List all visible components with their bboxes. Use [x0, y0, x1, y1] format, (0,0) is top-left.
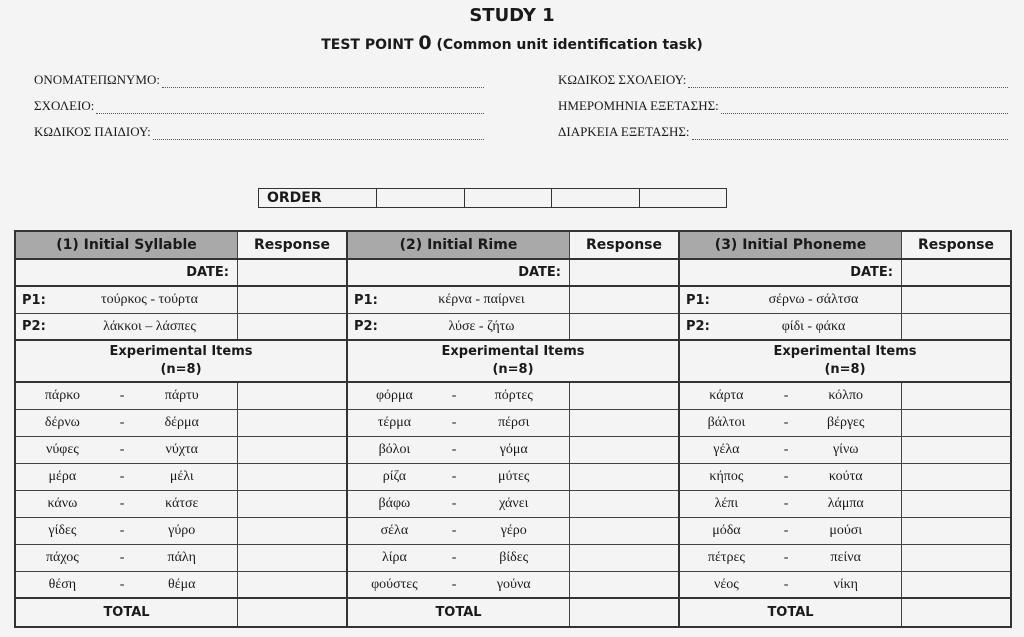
item-word-1: λίρα — [381, 550, 407, 565]
item-row — [680, 410, 1010, 437]
item-dash: - — [451, 550, 457, 565]
item-dash: - — [783, 496, 789, 511]
item-dash: - — [119, 415, 125, 430]
page-title: STUDY 1 — [469, 5, 555, 26]
item-word-2: μέλι — [169, 469, 194, 484]
exam-duration-label: ΔΙΑΡΚΕΙΑ ΕΞΕΤΑΣΗΣ: — [558, 124, 690, 139]
experimental-items-label: Experimental Items — [441, 344, 585, 359]
date-cell[interactable] — [238, 260, 346, 285]
name-field[interactable] — [34, 70, 484, 88]
item-word-2: πόρτες — [494, 388, 533, 403]
item-dash: - — [783, 388, 789, 403]
item-word-2: γούνα — [496, 576, 531, 592]
item-word-2: μύτες — [497, 469, 530, 484]
total-cell[interactable] — [238, 599, 346, 626]
item-word-2: μούσι — [829, 523, 863, 538]
p2-label: P2: — [354, 319, 378, 334]
block-header — [16, 232, 346, 260]
item-dash: - — [451, 469, 457, 484]
item-word-1: τέρμα — [377, 415, 412, 430]
order-cell[interactable] — [640, 189, 727, 207]
item-word-2: γόμα — [499, 442, 528, 457]
item-row — [16, 491, 346, 518]
item-dash: - — [783, 415, 789, 430]
item-word-2: θέμα — [168, 576, 196, 592]
item-dash: - — [783, 442, 789, 457]
experimental-items-header — [16, 341, 346, 383]
item-word-2: κούτα — [828, 469, 863, 484]
response-cell[interactable] — [238, 437, 346, 463]
item-word-1: φόρμα — [375, 388, 413, 403]
experimental-items-header — [680, 341, 1010, 383]
response-cell[interactable] — [570, 287, 678, 313]
item-word-2: βίδες — [499, 550, 529, 565]
date-row — [16, 260, 346, 287]
practice-row — [348, 287, 678, 314]
item-dash: - — [783, 576, 789, 592]
item-row — [16, 464, 346, 491]
item-row — [680, 572, 1010, 599]
date-label: DATE: — [348, 260, 570, 285]
response-cell[interactable] — [570, 572, 678, 597]
practice-row — [680, 287, 1010, 314]
practice-pair: σέρνω - σάλτσα — [768, 292, 859, 307]
response-cell[interactable] — [570, 491, 678, 517]
response-cell[interactable] — [238, 545, 346, 571]
response-cell[interactable] — [570, 410, 678, 436]
item-dash: - — [119, 576, 125, 592]
item-row — [348, 518, 678, 545]
item-word-1: γίδες — [48, 523, 77, 538]
item-word-2: λάμπα — [827, 496, 864, 511]
item-word-1: σέλα — [380, 523, 409, 538]
item-word-1: λέπι — [714, 496, 739, 511]
total-row — [348, 599, 678, 626]
item-dash: - — [119, 469, 125, 484]
school-label: ΣΧΟΛΕΙΟ: — [34, 98, 95, 113]
exam-duration-field[interactable] — [558, 122, 1008, 140]
date-cell[interactable] — [902, 260, 1010, 285]
total-row — [16, 599, 346, 626]
item-word-1: νύφες — [46, 442, 79, 457]
item-row — [16, 518, 346, 545]
p1-label: P1: — [354, 292, 378, 308]
order-label: ORDER — [259, 189, 377, 207]
practice-pair: τούρκος - τούρτα — [100, 292, 198, 307]
item-dash: - — [119, 496, 125, 511]
item-word-1: φούστες — [371, 576, 418, 592]
item-dash: - — [451, 576, 457, 592]
test-point-number: 0 — [418, 32, 432, 54]
practice-row — [680, 314, 1010, 341]
response-cell[interactable] — [238, 464, 346, 490]
response-cell[interactable] — [238, 383, 346, 409]
item-word-1: πέτρες — [707, 550, 745, 565]
item-row — [348, 383, 678, 410]
child-code-label: ΚΩΔΙΚΟΣ ΠΑΙΔΙΟΥ: — [34, 124, 151, 139]
response-cell[interactable] — [902, 437, 1010, 463]
item-row — [680, 383, 1010, 410]
item-row — [680, 518, 1010, 545]
item-count: (n=8) — [492, 362, 534, 377]
order-cell[interactable] — [465, 189, 553, 207]
item-count: (n=8) — [824, 362, 866, 377]
item-word-2: πάλη — [167, 550, 196, 565]
exam-date-field[interactable] — [558, 96, 1008, 114]
order-cell[interactable] — [552, 189, 640, 207]
item-row — [680, 437, 1010, 464]
item-row — [348, 464, 678, 491]
school-field[interactable] — [34, 96, 484, 114]
date-row — [348, 260, 678, 287]
item-word-2: γίνω — [832, 442, 859, 457]
exam-duration-line[interactable] — [692, 125, 1008, 140]
practice-pair: κέρνα - παίρνει — [438, 292, 525, 307]
item-dash: - — [451, 496, 457, 511]
response-cell[interactable] — [570, 314, 678, 339]
child-code-line[interactable] — [153, 125, 484, 140]
response-cell[interactable] — [570, 383, 678, 409]
response-cell[interactable] — [570, 437, 678, 463]
p2-label: P2: — [22, 319, 46, 334]
school-code-field[interactable] — [558, 70, 1008, 88]
item-dash: - — [783, 523, 789, 538]
task-block — [348, 232, 680, 626]
response-cell[interactable] — [570, 545, 678, 571]
item-word-1: κάνω — [47, 496, 78, 511]
item-row — [16, 383, 346, 410]
item-row — [16, 410, 346, 437]
item-dash: - — [119, 388, 125, 403]
response-cell[interactable] — [570, 464, 678, 490]
item-dash: - — [783, 469, 789, 484]
response-cell[interactable] — [902, 518, 1010, 544]
response-cell[interactable] — [238, 314, 346, 339]
item-word-1: πάρκο — [44, 388, 80, 403]
practice-pair: φίδι - φάκα — [781, 318, 846, 334]
item-word-2: γέρο — [500, 523, 527, 538]
page-subtitle — [0, 32, 1024, 54]
date-label: DATE: — [16, 260, 238, 285]
item-word-1: βάφω — [378, 496, 411, 511]
subtitle-suffix: (Common unit identification task) — [431, 37, 703, 53]
item-dash: - — [451, 523, 457, 538]
total-cell[interactable] — [570, 599, 678, 626]
item-word-2: κόλπο — [828, 388, 864, 403]
item-word-2: κάτσε — [165, 496, 199, 511]
task-block — [16, 232, 348, 626]
item-word-1: γέλα — [713, 442, 740, 457]
block-header — [680, 232, 1010, 260]
subtitle-prefix: TEST POINT — [321, 37, 419, 53]
item-dash: - — [119, 442, 125, 457]
exam-date-label: ΗΜΕΡΟΜΗΝΙΑ ΕΞΕΤΑΣΗΣ: — [558, 98, 719, 113]
item-word-2: νύχτα — [165, 442, 198, 457]
item-dash: - — [451, 388, 457, 403]
item-word-2: πάρτυ — [164, 388, 199, 403]
experimental-items-label: Experimental Items — [109, 344, 253, 359]
response-header: Response — [585, 237, 663, 253]
item-dash: - — [451, 442, 457, 457]
name-line[interactable] — [162, 73, 484, 88]
item-word-2: νίκη — [833, 576, 858, 592]
school-code-label: ΚΩΔΙΚΟΣ ΣΧΟΛΕΙΟΥ: — [558, 72, 687, 87]
order-cell[interactable] — [377, 189, 465, 207]
item-word-2: πέρσι — [498, 415, 530, 430]
block-header — [348, 232, 678, 260]
total-label: TOTAL — [348, 599, 570, 626]
item-row — [680, 545, 1010, 572]
item-row — [348, 572, 678, 599]
item-word-2: βέργες — [827, 415, 865, 430]
response-cell[interactable] — [902, 491, 1010, 517]
block-title: (3) Initial Phoneme — [680, 232, 902, 258]
item-word-1: μόδα — [712, 523, 741, 538]
exam-date-line[interactable] — [721, 99, 1008, 114]
item-word-1: κάρτα — [709, 388, 744, 403]
practice-pair: λάκκοι – λάσπες — [103, 318, 196, 334]
item-row — [680, 464, 1010, 491]
item-word-1: βόλοι — [378, 442, 411, 457]
total-cell[interactable] — [902, 599, 1010, 626]
name-label: ΟΝΟΜΑΤΕΠΩΝΥΜΟ: — [34, 72, 160, 87]
response-cell[interactable] — [902, 545, 1010, 571]
response-cell[interactable] — [570, 518, 678, 544]
item-row — [348, 410, 678, 437]
p2-label: P2: — [686, 319, 710, 334]
response-cell[interactable] — [902, 287, 1010, 313]
practice-pair: λύσε - ζήτω — [448, 318, 515, 334]
item-dash: - — [119, 550, 125, 565]
child-code-field[interactable] — [34, 122, 484, 140]
item-word-2: γύρο — [168, 523, 196, 538]
response-table — [14, 230, 1012, 628]
task-block — [680, 232, 1010, 626]
item-word-2: πείνα — [830, 550, 861, 565]
school-code-line[interactable] — [688, 73, 1008, 88]
item-word-1: βάλτοι — [707, 415, 746, 430]
item-word-1: δέρνω — [44, 415, 80, 430]
total-row — [680, 599, 1010, 626]
item-word-1: πάχος — [45, 550, 79, 565]
item-row — [680, 491, 1010, 518]
response-cell[interactable] — [238, 410, 346, 436]
date-row — [680, 260, 1010, 287]
total-label: TOTAL — [16, 599, 238, 626]
date-label: DATE: — [680, 260, 902, 285]
practice-row — [16, 287, 346, 314]
item-row — [16, 545, 346, 572]
item-row — [348, 545, 678, 572]
experimental-items-header — [348, 341, 678, 383]
item-word-1: ρίζα — [382, 469, 407, 484]
date-cell[interactable] — [570, 260, 678, 285]
total-label: TOTAL — [680, 599, 902, 626]
practice-row — [348, 314, 678, 341]
item-row — [348, 491, 678, 518]
response-cell[interactable] — [902, 572, 1010, 597]
item-row — [16, 437, 346, 464]
item-dash: - — [783, 550, 789, 565]
item-count: (n=8) — [160, 362, 202, 377]
school-line[interactable] — [96, 99, 484, 114]
block-title: (2) Initial Rime — [348, 232, 570, 258]
response-cell[interactable] — [238, 572, 346, 597]
response-cell[interactable] — [902, 383, 1010, 409]
response-cell[interactable] — [902, 464, 1010, 490]
item-dash: - — [119, 523, 125, 538]
item-word-1: νέος — [714, 576, 739, 592]
response-cell[interactable] — [238, 518, 346, 544]
response-cell[interactable] — [238, 287, 346, 313]
response-header: Response — [917, 237, 995, 253]
item-word-1: μέρα — [48, 469, 77, 484]
response-cell[interactable] — [238, 491, 346, 517]
item-row — [348, 437, 678, 464]
item-word-1: κήπος — [709, 469, 744, 484]
item-row — [16, 572, 346, 599]
item-dash: - — [451, 415, 457, 430]
item-word-2: δέρμα — [164, 415, 199, 430]
p1-label: P1: — [686, 292, 710, 308]
block-title: (1) Initial Syllable — [16, 232, 238, 258]
item-word-2: χάνει — [499, 496, 529, 511]
response-header: Response — [253, 237, 331, 253]
response-cell[interactable] — [902, 314, 1010, 339]
response-cell[interactable] — [902, 410, 1010, 436]
practice-row — [16, 314, 346, 341]
p1-label: P1: — [22, 292, 46, 308]
order-box — [258, 188, 727, 208]
experimental-items-label: Experimental Items — [773, 344, 917, 359]
item-word-1: θέση — [48, 576, 77, 592]
